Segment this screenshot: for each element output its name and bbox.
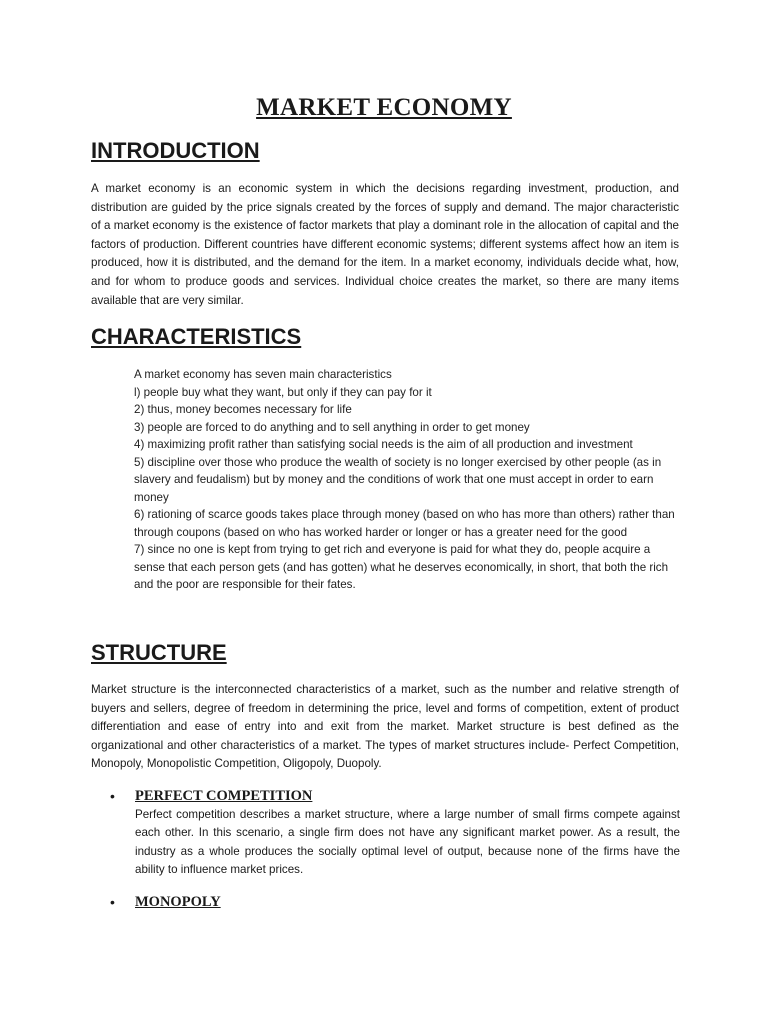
introduction-heading: INTRODUCTION: [91, 138, 260, 163]
characteristic-item-5: 5) discipline over those who produce the wealth of society is no longer exercised by other people (as in slavery and feudalism) but by money and the conditions of work that one must accept in order to earn money: [134, 455, 662, 504]
structure-paragraph: Market structure is the interconnected characteristics of a market, such as the number and relative strength of buyers and sellers, degree of freedom in determining the price, level and forms of competition, extent of product differentiation and ease of entry into and exit from the market. Market structure is best defined as the organizational and other characteristics of a market. The types of market structures include- Perfect Competition, Monopoly, Monopolistic Competition, Oligopoly, Duopoly.: [91, 683, 679, 771]
characteristic-item-3: 3) people are forced to do anything and to sell anything in order to get money: [134, 420, 530, 434]
monopoly-title: MONOPOLY: [135, 894, 221, 910]
structure-heading: STRUCTURE: [91, 640, 227, 665]
characteristics-intro: A market economy has seven main characteristics: [134, 368, 392, 381]
characteristics-heading: CHARACTERISTICS: [91, 324, 302, 349]
characteristic-item-4: 4) maximizing profit rather than satisfying social needs is the aim of all production and investment: [134, 438, 633, 451]
introduction-paragraph: A market economy is an economic system in which the decisions regarding investment, production, and distribution are guided by the price signals created by the forces of supply and demand. The major characteristic of a market economy is the existence of factor markets that play a dominant role in the allocation of capital and the factors of production. Different countries have different economic systems; different systems affect how an item is produced, how it is distributed, and the demand for the item. In a market economy, individuals decide what, how, and for whom to produce goods and services. Individual choice creates the market, so there are many items available that are very similar.: [91, 182, 679, 307]
characteristic-item-2: 2) thus, money becomes necessary for life: [134, 403, 352, 416]
characteristic-item-7: 7) since no one is kept from trying to get rich and everyone is paid for what they do, people acquire a sense that each person gets (and has gotten) what he deserves economically, in short, that both the rich and the poor are responsible for their fates.: [134, 543, 669, 591]
perfect-competition-title: PERFECT COMPETITION: [135, 788, 313, 804]
characteristic-item-1: l) people buy what they want, but only if they can pay for it: [134, 385, 432, 399]
perfect-competition-text: Perfect competition describes a market structure, where a large number of small firms compete against each other. In this scenario, a single firm does not have any significant market power. As a result, the industry as a whole produces the socially optimal level of output, because none of the firms have the ability to influence market prices.: [135, 808, 680, 876]
characteristic-item-6: 6) rationing of scarce goods takes place through money (based on who has more than others) rather than through coupons (based on who has worked harder or longer or has a greater need for the good: [134, 508, 675, 539]
bullet-icon: •: [110, 788, 115, 804]
characteristics-list: [134, 366, 679, 594]
bullet-icon: •: [110, 894, 115, 910]
document-title: MARKET ECONOMY: [256, 94, 512, 121]
